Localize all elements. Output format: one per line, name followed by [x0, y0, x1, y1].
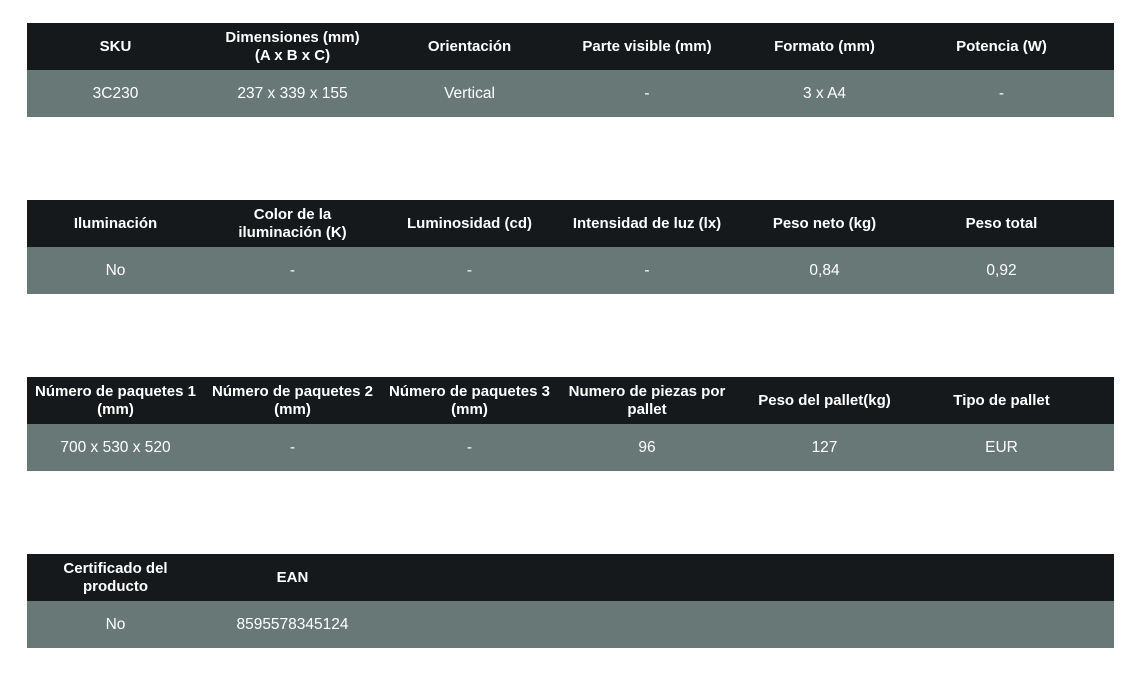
table-header-row	[27, 200, 1114, 247]
header-lighting-color: Color de la iluminación (K)	[204, 200, 381, 247]
header-spacer	[1090, 200, 1114, 247]
cell-luminosity: -	[381, 247, 558, 294]
header-power: Potencia (W)	[913, 23, 1090, 70]
cell-empty	[381, 601, 558, 648]
header-orientation: Orientación	[381, 23, 558, 70]
spec-table-certification	[27, 554, 1114, 648]
cell-format: 3 x A4	[736, 70, 913, 117]
header-net-weight: Peso neto (kg)	[736, 200, 913, 247]
table-row	[27, 70, 1114, 117]
cell-orientation: Vertical	[381, 70, 558, 117]
cell-empty	[913, 601, 1090, 648]
table-row	[27, 247, 1114, 294]
header-certificate: Certificado del producto	[27, 554, 204, 601]
header-spacer	[1090, 554, 1114, 601]
cell-sku: 3C230	[27, 70, 204, 117]
cell-package-2: -	[204, 424, 381, 471]
header-light-intensity: Intensidad de luz (lx)	[558, 200, 736, 247]
cell-certificate: No	[27, 601, 204, 648]
cell-net-weight: 0,84	[736, 247, 913, 294]
cell-pallet-weight: 127	[736, 424, 913, 471]
header-spacer	[1090, 23, 1114, 70]
cell-ean: 8595578345124	[204, 601, 381, 648]
header-pallet-type: Tipo de pallet	[913, 377, 1090, 424]
spec-table-packaging	[27, 377, 1114, 471]
cell-dimensions: 237 x 339 x 155	[204, 70, 381, 117]
cell-spacer	[1090, 247, 1114, 294]
header-lighting: Iluminación	[27, 200, 204, 247]
header-package-3: Número de paquetes 3 (mm)	[381, 377, 558, 424]
header-sku: SKU	[27, 23, 204, 70]
header-empty	[736, 554, 913, 601]
cell-spacer	[1090, 424, 1114, 471]
cell-pieces-per-pallet: 96	[558, 424, 736, 471]
header-total-weight: Peso total	[913, 200, 1090, 247]
header-spacer	[1090, 377, 1114, 424]
header-format: Formato (mm)	[736, 23, 913, 70]
cell-pallet-type: EUR	[913, 424, 1090, 471]
cell-total-weight: 0,92	[913, 247, 1090, 294]
cell-visible-part: -	[558, 70, 736, 117]
header-package-1: Número de paquetes 1 (mm)	[27, 377, 204, 424]
cell-power: -	[913, 70, 1090, 117]
cell-spacer	[1090, 601, 1114, 648]
table-row	[27, 424, 1114, 471]
table-header-row	[27, 23, 1114, 70]
header-pallet-weight: Peso del pallet(kg)	[736, 377, 913, 424]
cell-empty	[736, 601, 913, 648]
spec-table-general	[27, 23, 1114, 117]
header-empty	[381, 554, 558, 601]
header-empty	[913, 554, 1090, 601]
header-pieces-per-pallet: Numero de piezas por pallet	[558, 377, 736, 424]
table-header-row	[27, 377, 1114, 424]
header-package-2: Número de paquetes 2 (mm)	[204, 377, 381, 424]
header-dimensions: Dimensiones (mm) (A x B x C)	[204, 23, 381, 70]
cell-empty	[558, 601, 736, 648]
header-visible-part: Parte visible (mm)	[558, 23, 736, 70]
cell-light-intensity: -	[558, 247, 736, 294]
header-luminosity: Luminosidad (cd)	[381, 200, 558, 247]
cell-package-3: -	[381, 424, 558, 471]
header-empty	[558, 554, 736, 601]
cell-lighting-color: -	[204, 247, 381, 294]
header-ean: EAN	[204, 554, 381, 601]
table-row	[27, 601, 1114, 648]
cell-package-1: 700 x 530 x 520	[27, 424, 204, 471]
spec-table-lighting	[27, 200, 1114, 294]
table-header-row	[27, 554, 1114, 601]
cell-lighting: No	[27, 247, 204, 294]
cell-spacer	[1090, 70, 1114, 117]
